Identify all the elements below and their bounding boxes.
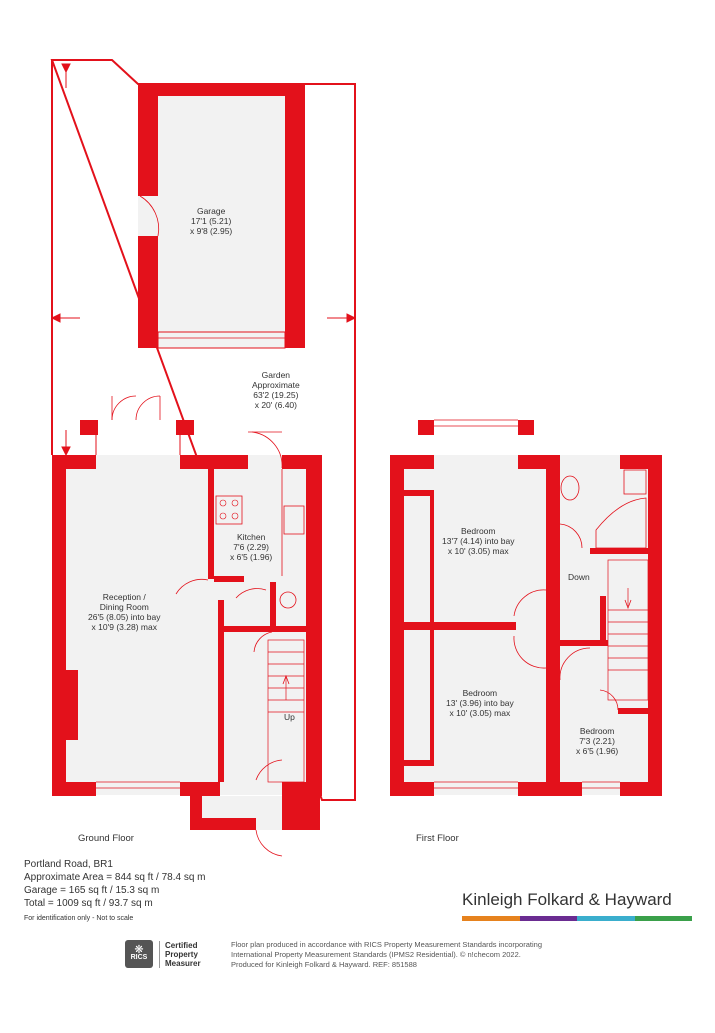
footnote-line: Produced for Kinleigh Folkard & Hayward. REF: 851588 xyxy=(231,960,417,969)
room-dimension: 13' (3.96) into bay xyxy=(446,698,514,708)
room-dimension: x 10'9 (3.28) max xyxy=(91,622,157,632)
approximate-area: Approximate Area = 844 sq ft / 78.4 sq m xyxy=(24,872,206,883)
room-dimension: 17'1 (5.21) xyxy=(190,216,232,226)
room-name: Garden xyxy=(261,370,291,380)
address: Portland Road, BR1 xyxy=(24,859,113,870)
room-name: Dining Room xyxy=(99,602,149,612)
stairs-up-label: Up xyxy=(284,712,295,722)
garage-area: Garage = 165 sq ft / 15.3 sq m xyxy=(24,885,160,896)
bedroom1-label xyxy=(442,526,515,556)
room-name: Garage xyxy=(196,206,226,216)
room-name: Bedroom xyxy=(462,688,498,698)
room-dimension: x 6'5 (1.96) xyxy=(230,552,273,562)
room-dimension: x 20' (6.40) xyxy=(254,400,297,410)
arrow-icon xyxy=(52,314,80,322)
area-summary xyxy=(24,858,206,925)
bedroom3-label xyxy=(576,726,618,756)
rics-badge-text xyxy=(159,941,201,968)
room-name: Reception / xyxy=(102,592,146,602)
kitchen-label xyxy=(230,532,272,562)
first-floor-caption: First Floor xyxy=(416,833,459,844)
badge-line: Measurer xyxy=(165,958,201,968)
total-area: Total = 1009 sq ft / 93.7 sq m xyxy=(24,898,153,909)
room-dimension: x 10' (3.05) max xyxy=(447,546,509,556)
brand-name: Kinleigh Folkard & Hayward xyxy=(462,890,672,909)
footnote-line: Floor plan produced in accordance with RICS Property Measurement Standards incorporating xyxy=(231,940,542,949)
room-name: Kitchen xyxy=(236,532,266,542)
footnote xyxy=(231,940,611,970)
arrow-icon xyxy=(62,430,70,455)
first-floor xyxy=(390,420,662,796)
stairs-down-label: Down xyxy=(568,572,590,582)
disclaimer: For identification only - Not to scale xyxy=(24,915,134,922)
bedroom2-label xyxy=(446,688,514,718)
room-dimension: 7'3 (2.21) xyxy=(579,736,615,746)
badge-line: Property xyxy=(165,949,198,959)
room-dimension: x 9'8 (2.95) xyxy=(190,226,233,236)
room-dimension: x 6'5 (1.96) xyxy=(576,746,619,756)
reception-label xyxy=(88,592,161,632)
rics-logo-text: RICS xyxy=(130,954,148,961)
room-name: Bedroom xyxy=(579,726,615,736)
arrow-icon xyxy=(62,64,70,88)
brand-bar-segment xyxy=(462,916,520,921)
room-name: Bedroom xyxy=(461,526,496,536)
room-name-qualifier: Approximate xyxy=(252,380,300,390)
brand-bar-segment xyxy=(635,916,693,921)
room-dimension: 26'5 (8.05) into bay xyxy=(88,612,161,622)
brand-color-bar xyxy=(462,916,692,921)
rics-badge xyxy=(125,940,223,968)
room-dimension: 63'2 (19.25) xyxy=(253,390,299,400)
garage-label xyxy=(190,206,232,236)
brand-bar-segment xyxy=(577,916,635,921)
badge-line: Certified xyxy=(165,940,198,950)
footnote-line: International Property Measurement Standards (IPMS2 Residential). © n!checom 2022. xyxy=(231,950,521,959)
arrow-icon xyxy=(327,314,355,322)
room-dimension: x 10' (3.05) max xyxy=(449,708,511,718)
garden-label xyxy=(252,370,300,410)
ground-floor-caption: Ground Floor xyxy=(78,833,134,844)
room-dimension: 7'6 (2.29) xyxy=(233,542,269,552)
rics-logo-icon: ❋ RICS xyxy=(125,940,153,968)
brand-bar-segment xyxy=(520,916,578,921)
room-dimension: 13'7 (4.14) into bay xyxy=(442,536,515,546)
